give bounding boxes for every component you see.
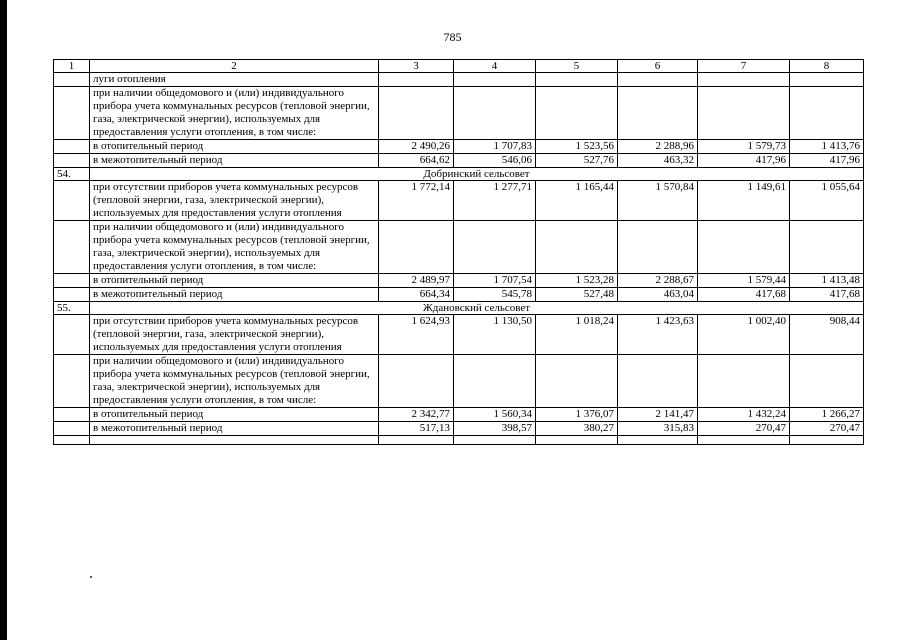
empty-cell <box>90 436 379 445</box>
value-cell: 1 624,93 <box>379 315 454 355</box>
empty-cell <box>54 436 90 445</box>
value-cell <box>790 87 864 140</box>
description-row <box>54 355 864 408</box>
row-number-cell <box>54 140 90 154</box>
description-cell: в межотопительный период <box>90 422 379 436</box>
value-cell <box>698 355 790 408</box>
row-number-cell <box>54 355 90 408</box>
row-number-cell: 55. <box>54 302 90 315</box>
value-cell <box>379 355 454 408</box>
value-cell <box>454 73 536 87</box>
value-cell <box>536 355 618 408</box>
value-cell: 1 130,50 <box>454 315 536 355</box>
value-cell: 1 560,34 <box>454 408 536 422</box>
value-cell <box>379 87 454 140</box>
header-cell: 7 <box>698 60 790 73</box>
period-row <box>54 140 864 154</box>
value-cell: 1 266,27 <box>790 408 864 422</box>
value-cell: 1 570,84 <box>618 181 698 221</box>
description-cell: в отопительный период <box>90 274 379 288</box>
description-cell: при наличии общедомового и (или) индивидуального прибора учета коммунальных ресурсов (тепловой энергии, газа, электрической энергии), используемых для предоставления услуги отопления, в том числе: <box>90 355 379 408</box>
description-cell: при отсутствии приборов учета коммунальных ресурсов (тепловой энергии, газа, электрической энергии), используемых для предоставления услуги отопления <box>90 181 379 221</box>
value-cell: 545,78 <box>454 288 536 302</box>
section-title-cell: Ждановский сельсовет <box>90 302 864 315</box>
value-cell: 1 523,56 <box>536 140 618 154</box>
value-cell: 517,13 <box>379 422 454 436</box>
header-cell: 1 <box>54 60 90 73</box>
value-cell: 546,06 <box>454 154 536 168</box>
value-cell: 527,48 <box>536 288 618 302</box>
value-cell: 417,96 <box>698 154 790 168</box>
row-number-cell <box>54 422 90 436</box>
description-cell: при наличии общедомового и (или) индивидуального прибора учета коммунальных ресурсов (тепловой энергии, газа, электрической энергии), используемых для предоставления услуги отопления, в том числе: <box>90 221 379 274</box>
value-cell: 1 055,64 <box>790 181 864 221</box>
row-number-cell <box>54 73 90 87</box>
section-title-cell: Добринский сельсовет <box>90 168 864 181</box>
header-cell: 5 <box>536 60 618 73</box>
value-cell: 1 413,76 <box>790 140 864 154</box>
description-row <box>54 73 864 87</box>
value-cell <box>790 73 864 87</box>
value-cell <box>698 73 790 87</box>
section-row <box>54 168 864 181</box>
value-cell <box>618 221 698 274</box>
value-cell: 1 772,14 <box>379 181 454 221</box>
empty-cell <box>618 436 698 445</box>
row-number-cell: 54. <box>54 168 90 181</box>
description-cell: при наличии общедомового и (или) индивидуального прибора учета коммунальных ресурсов (тепловой энергии, газа, электрической энергии), используемых для предоставления услуги отопления, в том числе: <box>90 87 379 140</box>
value-cell <box>790 355 864 408</box>
value-cell <box>379 73 454 87</box>
row-number-cell <box>54 87 90 140</box>
value-cell <box>698 87 790 140</box>
value-cell <box>454 221 536 274</box>
value-cell <box>618 73 698 87</box>
value-cell <box>790 221 864 274</box>
table-bottom-spacer <box>54 436 864 445</box>
period-row <box>54 288 864 302</box>
value-cell: 1 579,73 <box>698 140 790 154</box>
scan-speck <box>90 576 92 578</box>
value-cell: 463,32 <box>618 154 698 168</box>
value-cell: 380,27 <box>536 422 618 436</box>
value-cell: 417,68 <box>698 288 790 302</box>
row-number-cell <box>54 274 90 288</box>
value-cell: 2 288,67 <box>618 274 698 288</box>
empty-cell <box>536 436 618 445</box>
value-cell: 1 523,28 <box>536 274 618 288</box>
value-cell: 315,83 <box>618 422 698 436</box>
value-cell: 1 579,44 <box>698 274 790 288</box>
row-number-cell <box>54 288 90 302</box>
value-cell: 664,34 <box>379 288 454 302</box>
header-row <box>54 60 864 73</box>
page-edge-bar <box>0 0 7 640</box>
period-row <box>54 274 864 288</box>
value-cell <box>698 221 790 274</box>
tariff-table <box>53 59 864 445</box>
header-cell: 8 <box>790 60 864 73</box>
value-cell: 1 018,24 <box>536 315 618 355</box>
row-number-cell <box>54 181 90 221</box>
value-cell: 1 002,40 <box>698 315 790 355</box>
header-cell: 3 <box>379 60 454 73</box>
value-cell: 417,68 <box>790 288 864 302</box>
description-cell: луги отопления <box>90 73 379 87</box>
description-row <box>54 315 864 355</box>
value-cell: 270,47 <box>790 422 864 436</box>
description-cell: при отсутствии приборов учета коммунальных ресурсов (тепловой энергии, газа, электрической энергии), используемых для предоставления услуги отопления <box>90 315 379 355</box>
header-cell: 4 <box>454 60 536 73</box>
value-cell: 463,04 <box>618 288 698 302</box>
empty-cell <box>454 436 536 445</box>
description-cell: в отопительный период <box>90 140 379 154</box>
value-cell <box>454 87 536 140</box>
value-cell: 1 165,44 <box>536 181 618 221</box>
value-cell: 1 707,54 <box>454 274 536 288</box>
value-cell: 2 288,96 <box>618 140 698 154</box>
header-cell: 6 <box>618 60 698 73</box>
description-row <box>54 181 864 221</box>
period-row <box>54 154 864 168</box>
description-row <box>54 87 864 140</box>
row-number-cell <box>54 408 90 422</box>
value-cell: 908,44 <box>790 315 864 355</box>
period-row <box>54 408 864 422</box>
row-number-cell <box>54 154 90 168</box>
value-cell: 417,96 <box>790 154 864 168</box>
description-cell: в межотопительный период <box>90 288 379 302</box>
value-cell <box>618 355 698 408</box>
empty-cell <box>379 436 454 445</box>
value-cell: 2 490,26 <box>379 140 454 154</box>
value-cell: 2 342,77 <box>379 408 454 422</box>
value-cell: 1 413,48 <box>790 274 864 288</box>
header-cell: 2 <box>90 60 379 73</box>
value-cell: 1 423,63 <box>618 315 698 355</box>
row-number-cell <box>54 221 90 274</box>
empty-cell <box>790 436 864 445</box>
value-cell: 2 489,97 <box>379 274 454 288</box>
value-cell: 398,57 <box>454 422 536 436</box>
value-cell: 1 149,61 <box>698 181 790 221</box>
value-cell <box>618 87 698 140</box>
value-cell: 2 141,47 <box>618 408 698 422</box>
value-cell: 1 376,07 <box>536 408 618 422</box>
value-cell: 1 432,24 <box>698 408 790 422</box>
value-cell <box>454 355 536 408</box>
row-number-cell <box>54 315 90 355</box>
value-cell <box>536 87 618 140</box>
description-cell: в отопительный период <box>90 408 379 422</box>
period-row <box>54 422 864 436</box>
page-number: 785 <box>443 30 462 44</box>
value-cell: 270,47 <box>698 422 790 436</box>
value-cell <box>379 221 454 274</box>
description-cell: в межотопительный период <box>90 154 379 168</box>
description-row <box>54 221 864 274</box>
value-cell: 527,76 <box>536 154 618 168</box>
value-cell <box>536 221 618 274</box>
value-cell: 1 277,71 <box>454 181 536 221</box>
value-cell: 664,62 <box>379 154 454 168</box>
empty-cell <box>698 436 790 445</box>
value-cell <box>536 73 618 87</box>
section-row <box>54 302 864 315</box>
value-cell: 1 707,83 <box>454 140 536 154</box>
